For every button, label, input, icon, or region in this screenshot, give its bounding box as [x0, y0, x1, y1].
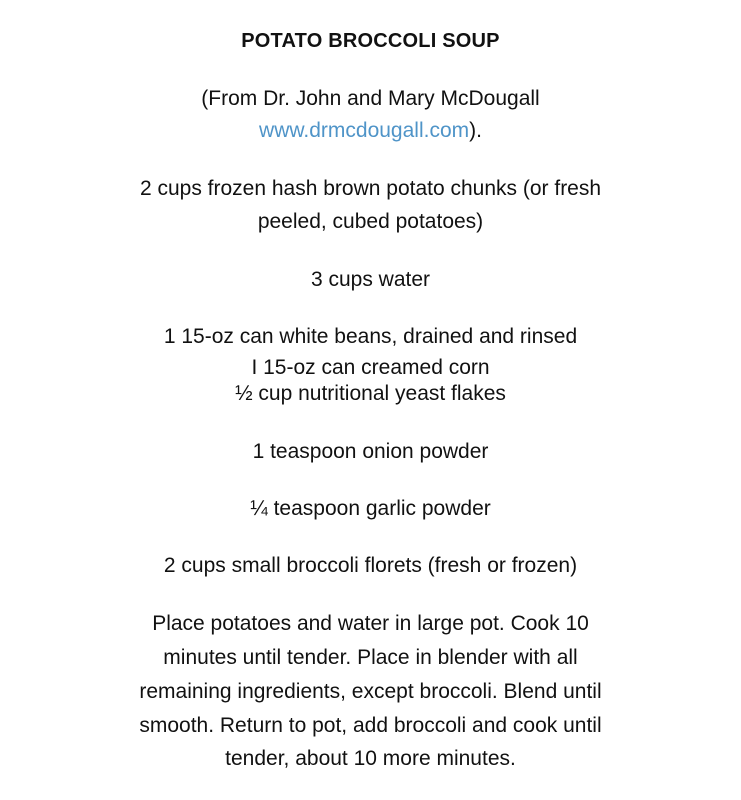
direction-line: tender, about 10 more minutes.: [225, 747, 516, 770]
ingredient-beans: 1 15-oz can white beans, drained and rinsed: [163, 325, 578, 348]
ingredient-potatoes-line2: peeled, cubed potatoes): [257, 210, 484, 233]
ingredient-yeast: ½ cup nutritional yeast flakes: [235, 382, 506, 405]
ingredient-potatoes-line1: 2 cups frozen hash brown potato chunks (or fresh: [139, 177, 602, 200]
ingredient-corn: I 15-oz can creamed corn: [251, 356, 490, 379]
source-link-line: [0, 118, 741, 144]
ingredient-water: 3 cups water: [310, 268, 431, 291]
direction-line: minutes until tender. Place in blender with all: [163, 646, 578, 669]
ingredient-garlic: ¼ teaspoon garlic powder: [250, 497, 491, 520]
direction-line: smooth. Return to pot, add broccoli and cook until: [139, 714, 602, 737]
ingredient-onion: 1 teaspoon onion powder: [252, 440, 489, 463]
ingredient-broccoli: 2 cups small broccoli florets (fresh or frozen): [163, 554, 578, 577]
source-suffix: ).: [469, 119, 482, 142]
direction-line: Place potatoes and water in large pot. Cook 10: [152, 612, 589, 635]
direction-line: remaining ingredients, except broccoli. Blend until: [139, 680, 602, 703]
source-link[interactable]: www.drmcdougall.com: [259, 119, 470, 142]
source-attribution: (From Dr. John and Mary McDougall: [201, 87, 540, 110]
recipe-title: POTATO BROCCOLI SOUP: [241, 30, 500, 52]
